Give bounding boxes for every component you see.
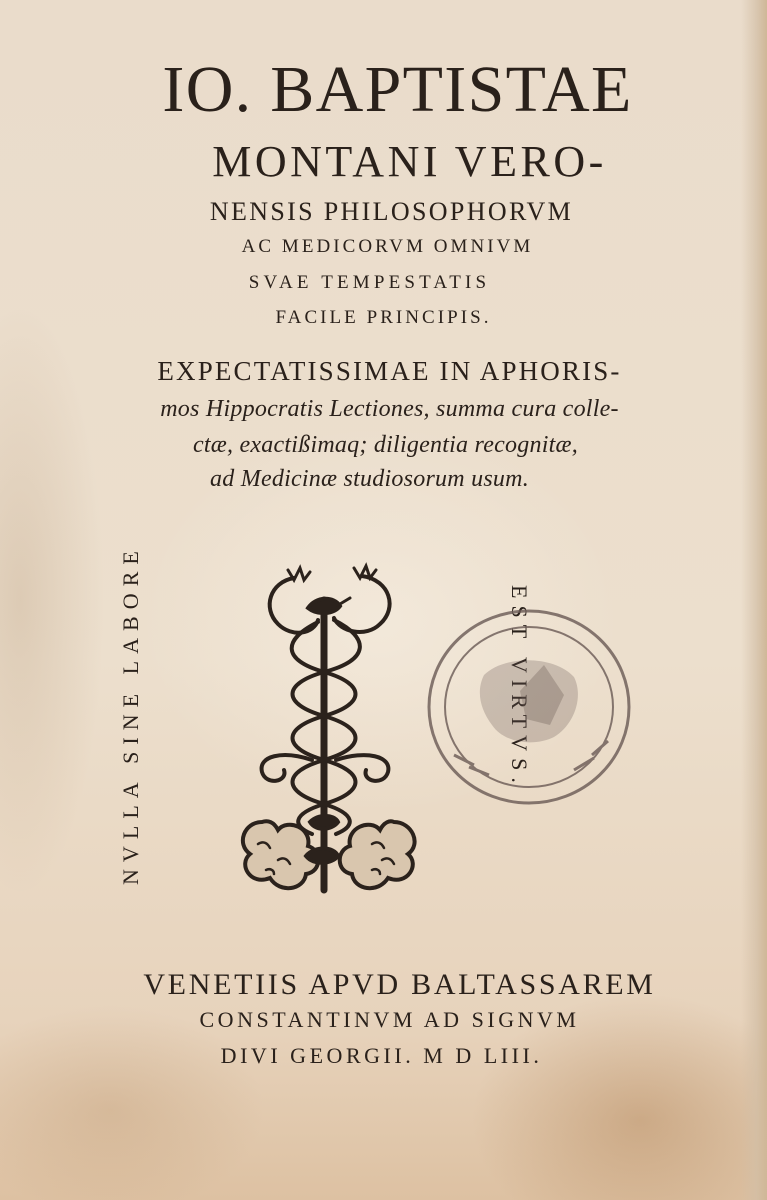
printer-device-caduceus-icon [222, 560, 442, 900]
motto-left: NVLLA SINE LABORE [118, 544, 143, 885]
library-stamp-icon [424, 605, 634, 810]
imprint-line-1: VENETIIS APVD BALTASSAREM [143, 968, 656, 1001]
title-line-3: NENSIS PHILOSOPHORVM [209, 197, 574, 226]
subtitle-line-2: mos Hippocratis Lectiones, summa cura colle- [160, 396, 619, 422]
title-line-6: FACILE PRINCIPIS. [275, 307, 492, 328]
motto-right: EST VIRTVS. [507, 585, 532, 790]
title-line-2: MONTANI VERO- [212, 137, 607, 186]
title-line-1: IO. BAPTISTAE [162, 53, 633, 126]
imprint-line-3: DIVI GEORGII. M D LIII. [220, 1043, 543, 1068]
title-line-4: AC MEDICORVM OMNIVM [241, 236, 534, 257]
subtitle-line-3: ctæ, exactißimaq; diligentia recognitæ, [192, 432, 579, 458]
subtitle-line-4: ad Medicinæ studiosorum usum. [210, 466, 529, 492]
subtitle-line-1: EXPECTATISSIMAE IN APHORIS- [157, 356, 622, 386]
imprint-line-2: CONSTANTINVM AD SIGNVM [199, 1007, 580, 1032]
title-line-5: SVAE TEMPESTATIS [248, 272, 491, 293]
